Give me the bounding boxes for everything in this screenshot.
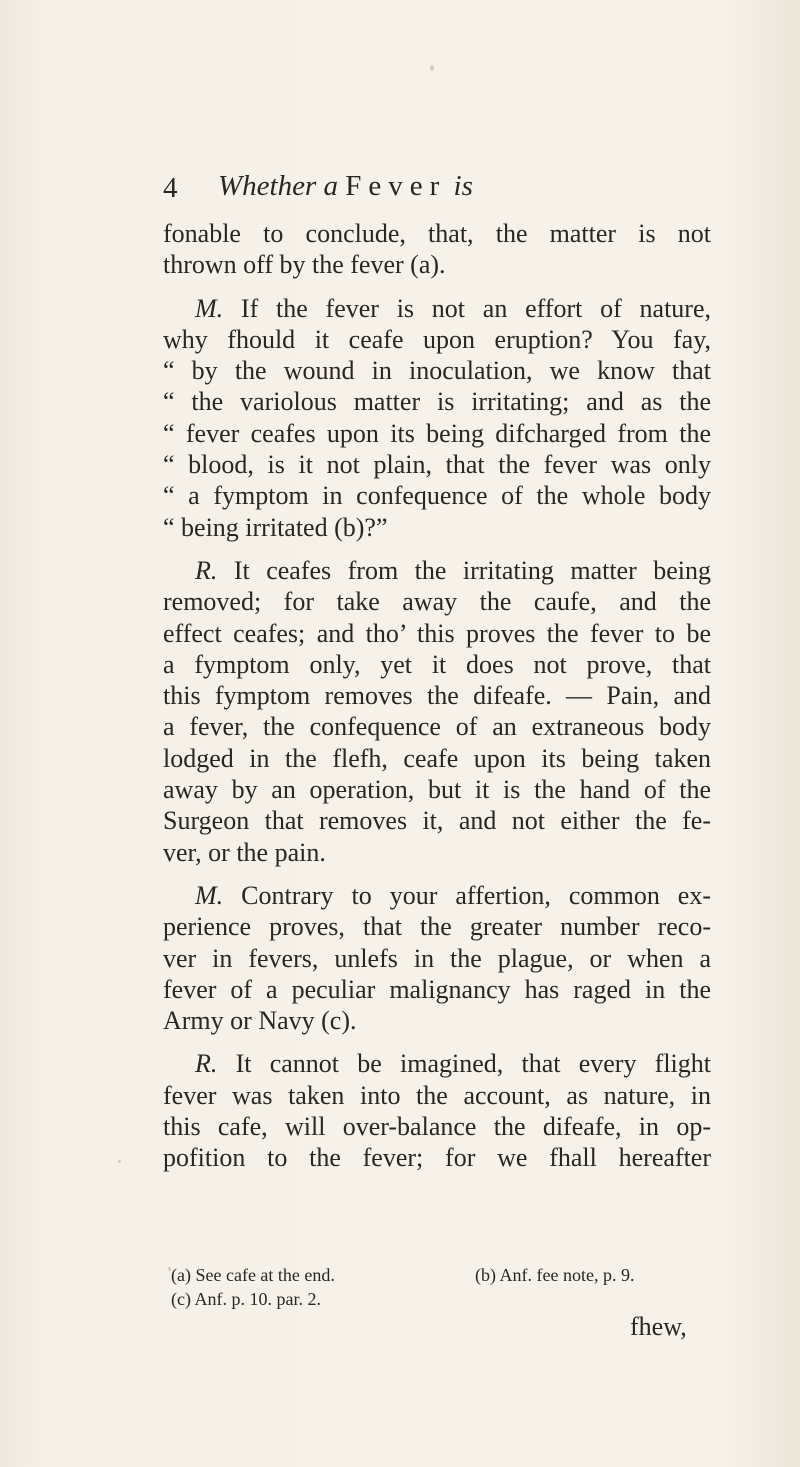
line-text: removed; for take away the caufe, and the: [163, 587, 711, 617]
text-line: [163, 324, 711, 355]
speaker-label: M.: [195, 880, 224, 910]
line-text: away by an operation, but it is the hand of the: [163, 775, 711, 805]
page-number: 4: [163, 172, 178, 204]
text-line: [163, 1111, 711, 1142]
running-title-suffix: is: [453, 170, 473, 202]
line-text: a fever, the confequence of an extraneous body: [163, 712, 711, 742]
paragraph-gap: [163, 281, 711, 293]
paragraph-gap: [163, 543, 711, 555]
line-text: Contrary to your affertion, common ex-: [223, 880, 711, 910]
line-text: this cafe, will over-balance the difeafe, in op-: [163, 1112, 711, 1142]
line-text: “ fever ceafes upon its being difcharged from the: [163, 418, 711, 448]
paragraph-gap: [163, 868, 711, 880]
text-line: [163, 293, 711, 324]
line-text: ver in fevers, unlefs in the plague, or when a: [163, 943, 711, 973]
line-text: “ a fymptom in confequence of the whole body: [163, 481, 711, 511]
line-text: pofition to the fever; for we fhall hereafter: [163, 1143, 711, 1173]
text-line: [163, 837, 711, 868]
text-line: [163, 512, 711, 543]
text-line: [163, 555, 711, 586]
line-text: thrown off by the fever (a).: [163, 250, 446, 280]
text-line: [163, 711, 711, 742]
line-text: “ by the wound in inoculation, we know that: [163, 356, 711, 386]
text-line: [163, 218, 711, 249]
line-text: “ being irritated (b)?”: [163, 512, 388, 542]
line-text: fever was taken into the account, as nature, in: [163, 1080, 711, 1110]
catchword: fhew,: [630, 1312, 687, 1341]
text-line: [163, 386, 711, 417]
line-text: why fhould it ceafe upon eruption? You fay,: [163, 324, 711, 354]
footnote-a: (a) See cafe at the end.: [171, 1265, 335, 1285]
text-line: [163, 743, 711, 774]
text-line: [163, 418, 711, 449]
running-title-prefix: Whether a: [218, 170, 338, 202]
speaker-label: R.: [195, 1049, 218, 1079]
running-title-fever: Fever: [345, 170, 447, 202]
line-text: If the fever is not an effort of nature,: [223, 293, 711, 323]
line-text: perience proves, that the greater number reco-: [163, 912, 711, 942]
line-text: ver, or the pain.: [163, 837, 326, 867]
text-line: [163, 911, 711, 942]
text-line: [163, 943, 711, 974]
text-line: [163, 880, 711, 911]
line-text: It ceafes from the irritating matter being: [217, 555, 711, 585]
line-text: effect ceafes; and tho’ this proves the fever to be: [163, 618, 711, 648]
line-text: “ blood, is it not plain, that the fever was only: [163, 450, 711, 480]
footnote-c: (c) Anf. p. 10. par. 2.: [171, 1289, 321, 1309]
text-line: [163, 680, 711, 711]
speaker-label: M.: [195, 293, 224, 323]
running-title: [218, 170, 473, 203]
text-line: [163, 586, 711, 617]
line-text: “ the variolous matter is irritating; and as the: [163, 387, 711, 417]
speaker-label: R.: [195, 555, 218, 585]
text-line: [163, 1005, 711, 1036]
line-text: It cannot be imagined, that every flight: [217, 1049, 711, 1079]
line-text: fonable to conclude, that, the matter is not: [163, 219, 711, 248]
footnotes: [163, 1263, 723, 1309]
paper-speck: [168, 1267, 171, 1271]
text-line: [163, 774, 711, 805]
line-text: fever of a peculiar malignancy has raged in the: [163, 974, 711, 1004]
text-line: [163, 355, 711, 386]
text-line: [163, 1142, 711, 1173]
text-line: [163, 480, 711, 511]
footnote-b: (b) Anf. fee note, p. 9.: [475, 1265, 635, 1285]
line-text: Surgeon that removes it, and not either the fe-: [163, 806, 711, 836]
text-line: [163, 618, 711, 649]
text-line: [163, 249, 711, 280]
text-line: [163, 449, 711, 480]
line-text: lodged in the flefh, ceafe upon its being taken: [163, 743, 711, 773]
line-text: Army or Navy (c).: [163, 1006, 357, 1036]
paragraph-gap: [163, 1036, 711, 1048]
body-text: [163, 218, 711, 1174]
text-line: [163, 649, 711, 680]
paper-speck: [430, 65, 434, 71]
text-line: [163, 1080, 711, 1111]
line-text: this fymptom removes the difeafe. — Pain, and: [163, 681, 711, 711]
text-line: [163, 805, 711, 836]
running-header: [163, 170, 703, 210]
text-line: [163, 1048, 711, 1079]
line-text: a fymptom only, yet it does not prove, that: [163, 649, 711, 679]
text-line: [163, 974, 711, 1005]
paper-speck: [118, 1160, 121, 1163]
